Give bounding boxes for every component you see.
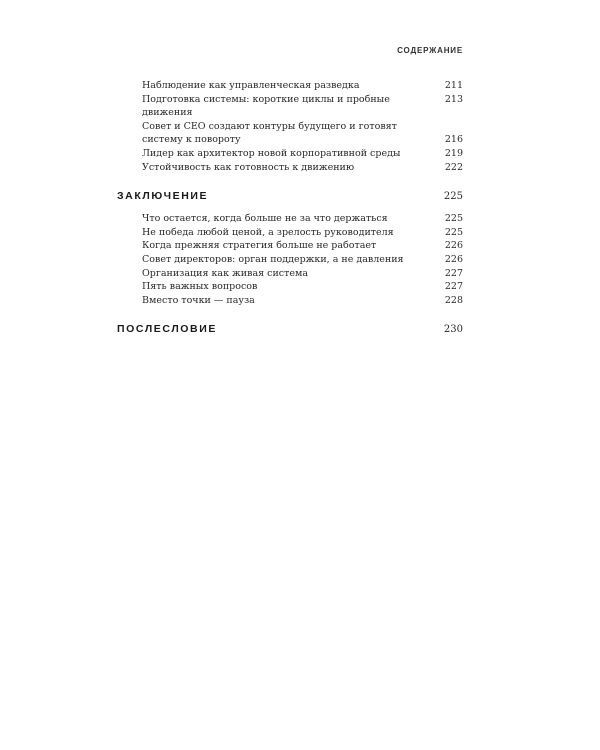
toc-chapter-title: ПОСЛЕСЛОВИЕ <box>117 323 217 336</box>
toc-entry-page: 225 <box>444 213 463 225</box>
toc-entry-title: Совет и CEO создают контуры будущего и готовят систему к повороту <box>142 120 397 146</box>
toc-entry-title: Совет директоров: орган поддержки, а не давления <box>142 253 404 265</box>
toc-entry[interactable] <box>117 161 463 175</box>
toc-entry-title: Устойчивость как готовность к движению <box>142 161 355 173</box>
toc-entry[interactable] <box>117 120 463 147</box>
toc-entry-page: 227 <box>444 267 463 279</box>
toc-entry-page: 226 <box>444 253 463 265</box>
toc-entry-page: 222 <box>444 161 463 173</box>
toc-entry[interactable] <box>117 294 463 308</box>
toc-entry-title: Не победа любой ценой, а зрелость руководителя <box>142 226 394 238</box>
toc-entry[interactable] <box>117 253 463 267</box>
toc-chapter-conclusion[interactable] <box>117 189 463 204</box>
toc-chapter-page: 225 <box>443 191 463 203</box>
toc-entry-title: Организация как живая система <box>142 267 309 279</box>
toc-entry-title: Что остается, когда больше не за что держаться <box>142 213 388 225</box>
toc-entry[interactable] <box>117 147 463 161</box>
toc-chapter-title: ЗАКЛЮЧЕНИЕ <box>117 190 209 203</box>
toc-entry-page: 213 <box>444 93 463 105</box>
toc-entry-page: 227 <box>444 281 463 293</box>
toc-entry-page: 228 <box>444 294 463 306</box>
toc-entry-title: Лидер как архитектор новой корпоративной среды <box>142 147 401 159</box>
toc-entry-page: 211 <box>444 80 463 91</box>
toc-entry-page: 219 <box>444 147 463 159</box>
toc-entry-title: Наблюдение как управленческая разведка <box>142 80 360 91</box>
toc-chapter-afterword[interactable] <box>117 322 463 337</box>
toc-entry[interactable] <box>117 280 463 294</box>
toc-entry[interactable] <box>117 226 463 240</box>
running-head: СОДЕРЖАНИЕ <box>397 46 463 55</box>
toc-entry-title: Подготовка системы: короткие циклы и пробные движения <box>142 93 390 119</box>
toc-entry-title: Вместо точки — пауза <box>142 294 255 306</box>
toc-entry[interactable] <box>117 267 463 281</box>
toc-entry-title: Пять важных вопросов <box>142 281 258 293</box>
toc-entry[interactable] <box>117 93 463 120</box>
toc-entry[interactable] <box>117 212 463 226</box>
toc-entry-page: 226 <box>444 240 463 252</box>
toc-entry-page: 216 <box>444 134 463 146</box>
toc-chapter-page: 230 <box>443 324 463 336</box>
table-of-contents <box>117 79 463 337</box>
toc-entry[interactable] <box>117 239 463 253</box>
toc-entry-page: 225 <box>444 226 463 238</box>
toc-entry-title: Когда прежняя стратегия больше не работает <box>142 240 377 252</box>
toc-entry[interactable] <box>117 79 463 93</box>
